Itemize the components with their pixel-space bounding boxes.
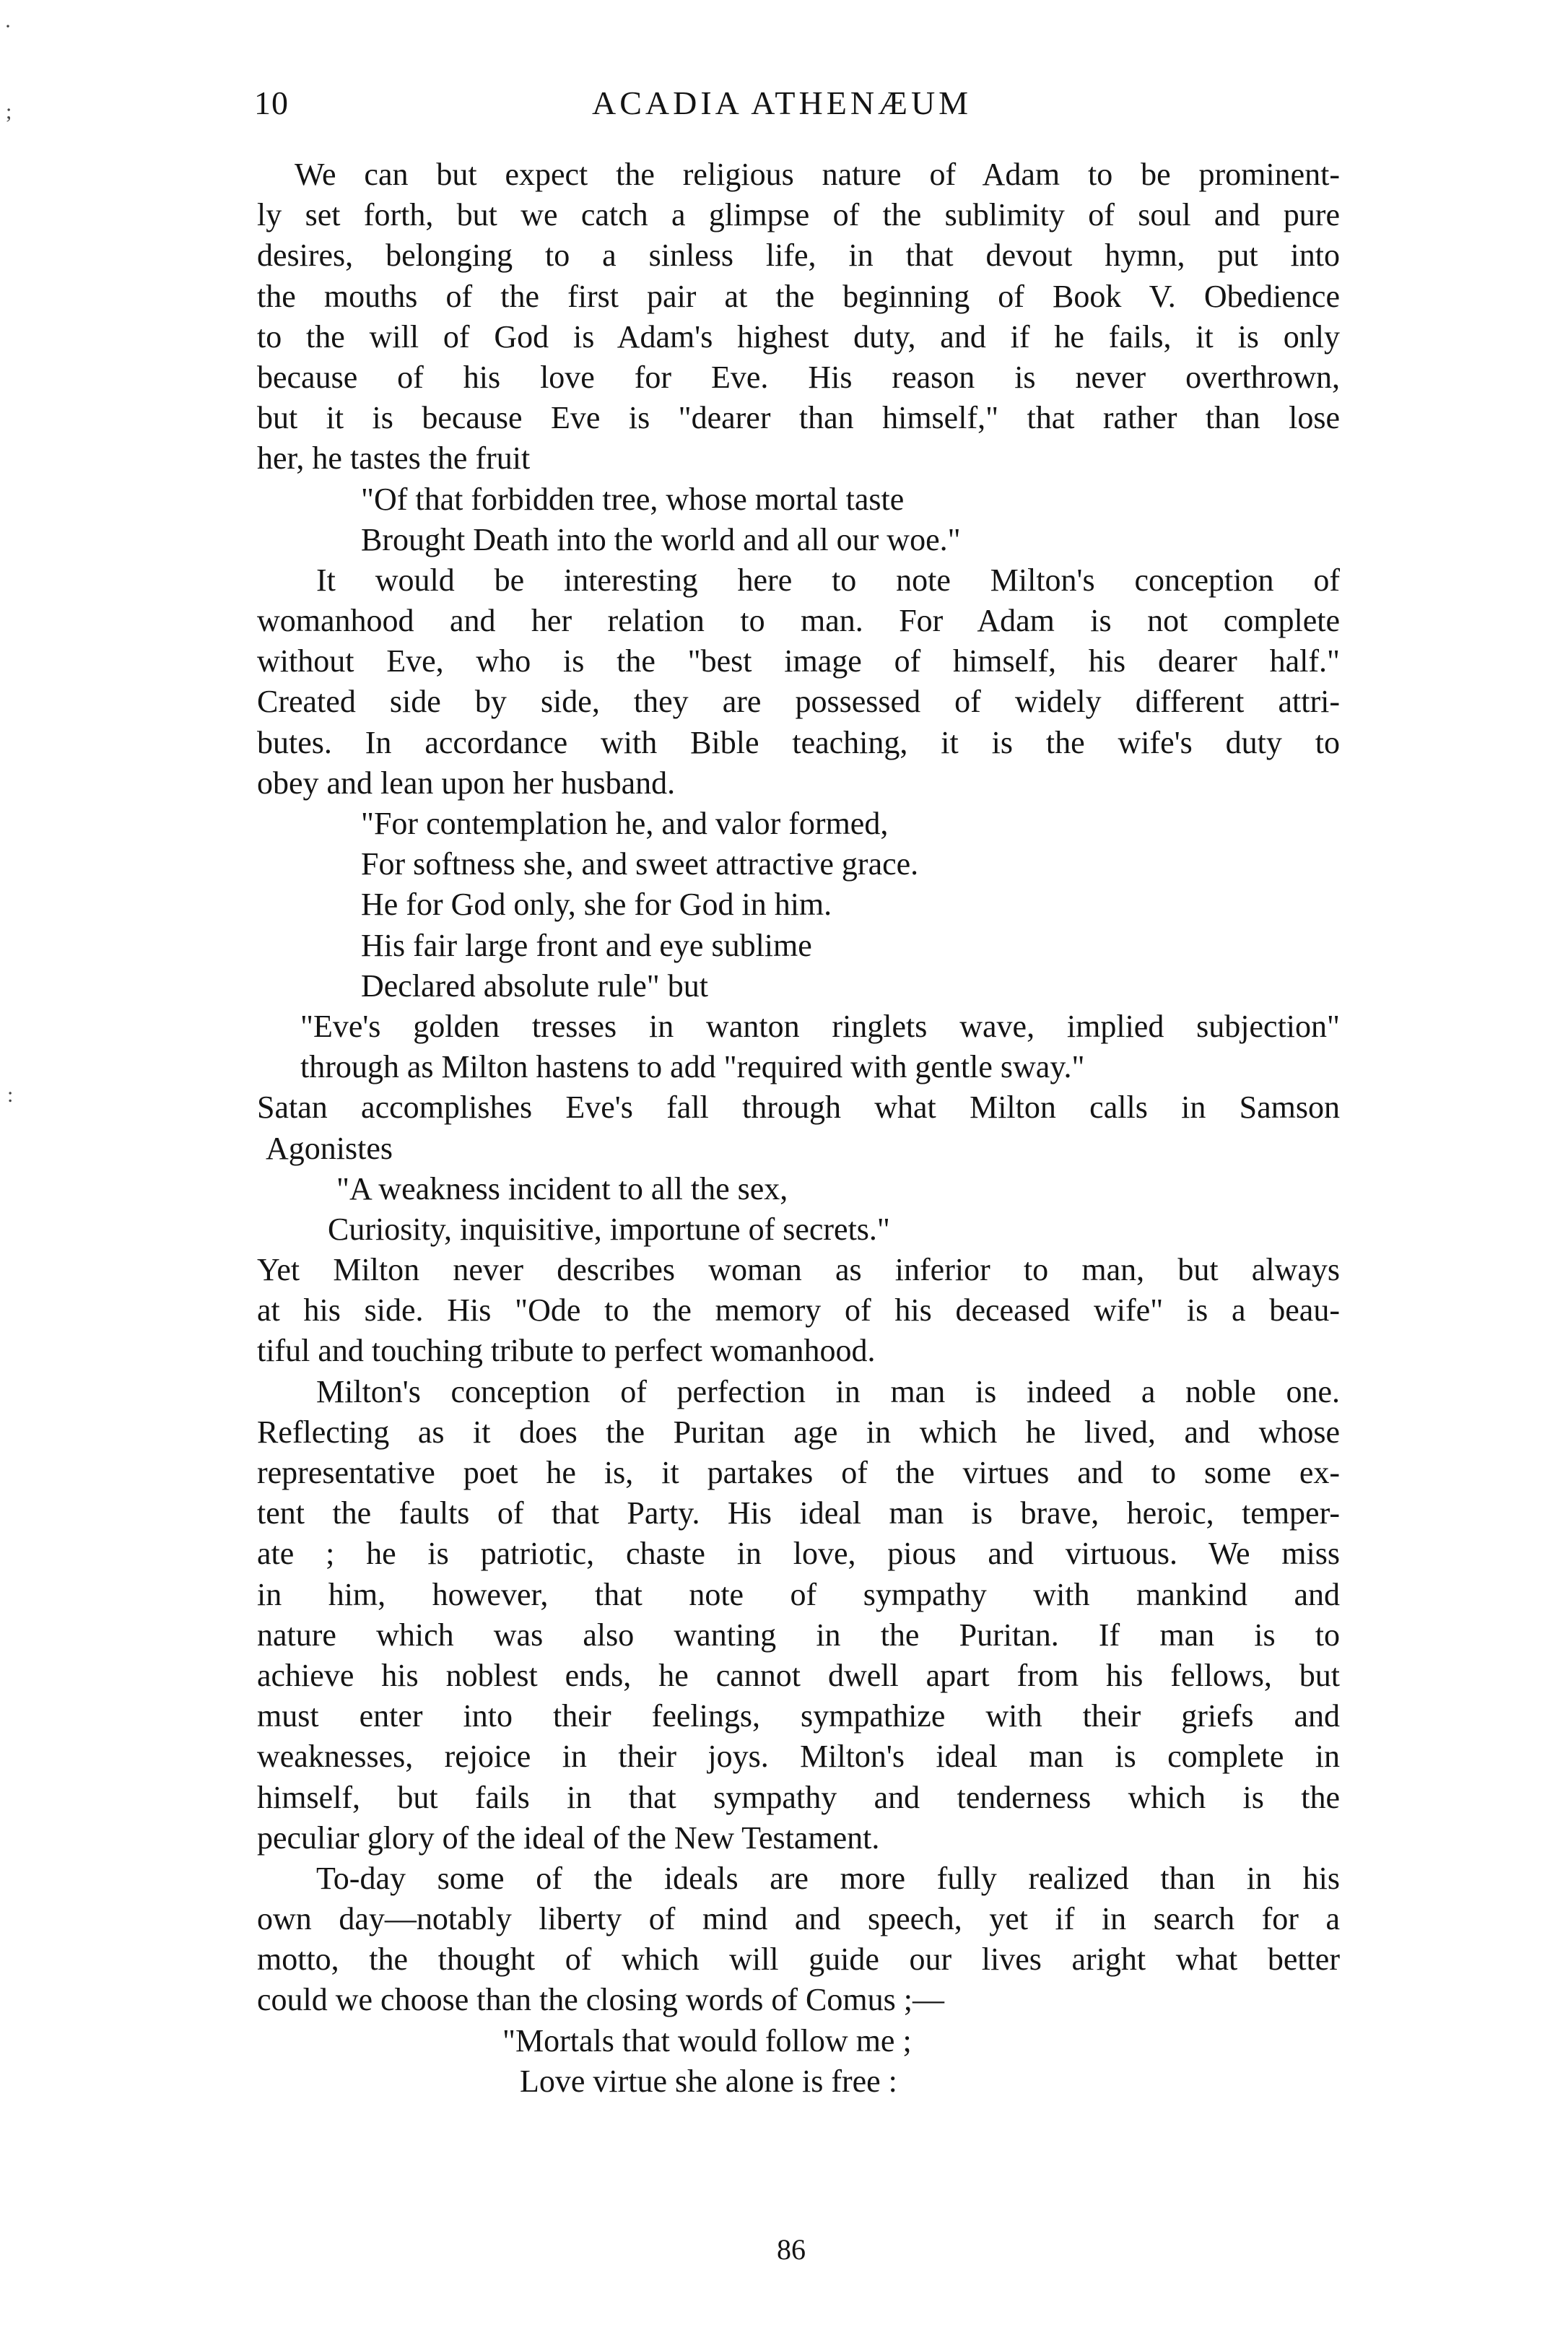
text-line: through as Milton hastens to add "required with gentle sway." — [300, 1049, 1085, 1085]
text-line: weaknesses, rejoice in their joys. Milton's ideal man is complete in — [257, 1739, 1340, 1775]
text-line: nature which was also wanting in the Puritan. If man is to — [257, 1617, 1340, 1653]
verse-line: Curiosity, inquisitive, importune of secrets." — [328, 1211, 890, 1247]
verse-line: "For contemplation he, and valor formed, — [361, 806, 889, 841]
text-line: butes. In accordance with Bible teaching, it is the wife's duty to — [257, 724, 1340, 760]
verse-line: For softness she, and sweet attractive grace. — [361, 846, 919, 882]
text-line: but it is because Eve is "dearer than himself," that rather than lose — [257, 400, 1340, 436]
verse-line: Love virtue she alone is free : — [520, 2063, 897, 2099]
text-line: achieve his noblest ends, he cannot dwell apart from his fellows, but — [257, 1657, 1340, 1693]
text-line: her, he tastes the fruit — [257, 440, 531, 477]
verse-line: He for God only, she for God in him. — [361, 887, 832, 923]
text-line: Satan accomplishes Eve's fall through what Milton calls in Samson — [257, 1090, 1340, 1126]
text-line: Agonistes — [266, 1130, 393, 1166]
text-line: himself, but fails in that sympathy and tenderness which is the — [257, 1779, 1340, 1815]
scan-mark: · — [4, 14, 12, 38]
text-line: To-day some of the ideals are more fully realized than in his — [316, 1860, 1340, 1896]
page-number: 10 — [254, 84, 289, 121]
verse-line: Brought Death into the world and all our woe." — [361, 521, 961, 557]
text-line: peculiar glory of the ideal of the New Testament. — [257, 1819, 880, 1856]
text-line: Reflecting as it does the Puritan age in which he lived, and whose — [257, 1414, 1340, 1450]
text-line: because of his love for Eve. His reason is never overthrown, — [257, 359, 1340, 395]
text-line: must enter into their feelings, sympathize with their griefs and — [257, 1698, 1340, 1734]
text-line: Created side by side, they are possessed of widely different attri- — [257, 684, 1340, 720]
scan-mark: ; — [6, 100, 12, 123]
verse-line: "Of that forbidden tree, whose mortal taste — [361, 481, 905, 517]
verse-line: His fair large front and eye sublime — [361, 927, 812, 963]
scan-mark: : — [7, 1083, 14, 1107]
text-line: own day—notably liberty of mind and speech, yet if in search for a — [257, 1901, 1340, 1937]
text-line: motto, the thought of which will guide our lives aright what better — [257, 1942, 1340, 1978]
text-line: representative poet he is, it partakes of the virtues and to some ex- — [257, 1455, 1340, 1490]
folio: 86 — [777, 2233, 806, 2266]
text-line: the mouths of the first pair at the beginning of Book V. Obedience — [257, 278, 1340, 314]
text-line: ate ; he is patriotic, chaste in love, pious and virtuous. We miss — [257, 1536, 1340, 1572]
verse-line: Declared absolute rule" but — [361, 968, 708, 1004]
text-line: obey and lean upon her husband. — [257, 765, 676, 801]
running-title: ACADIA ATHENÆUM — [592, 84, 972, 121]
text-line: desires, belonging to a sinless life, in that devout hymn, put into — [257, 238, 1340, 274]
text-line: could we choose than the closing words of Comus ;— — [257, 1982, 944, 2018]
body-text — [257, 155, 1340, 2102]
text-line: at his side. His "Ode to the memory of his deceased wife" is a beau- — [257, 1292, 1340, 1329]
text-line: womanhood and her relation to man. For Adam is not complete — [257, 603, 1340, 639]
text-line: It would be interesting here to note Milton's conception of — [316, 562, 1340, 598]
text-line: Yet Milton never describes woman as inferior to man, but always — [257, 1252, 1340, 1288]
text-line: We can but expect the religious nature of Adam to be prominent- — [295, 157, 1340, 192]
text-line: ly set forth, but we catch a glimpse of the sublimity of soul and pure — [257, 197, 1340, 233]
text-line: "Eve's golden tresses in wanton ringlets wave, implied subjection" — [300, 1008, 1340, 1044]
text-line: to the will of God is Adam's highest duty, and if he fails, it is only — [257, 318, 1340, 355]
verse-line: "A weakness incident to all the sex, — [336, 1170, 788, 1206]
text-line: tiful and touching tribute to perfect womanhood. — [257, 1333, 876, 1369]
verse-line: "Mortals that would follow me ; — [502, 2022, 912, 2058]
text-line: in him, however, that note of sympathy with mankind and — [257, 1576, 1340, 1612]
text-line: Milton's conception of perfection in man is indeed a noble one. — [316, 1373, 1340, 1409]
text-line: without Eve, who is the "best image of himself, his dearer half." — [257, 643, 1340, 679]
text-line: tent the faults of that Party. His ideal man is brave, heroic, temper- — [257, 1495, 1340, 1531]
